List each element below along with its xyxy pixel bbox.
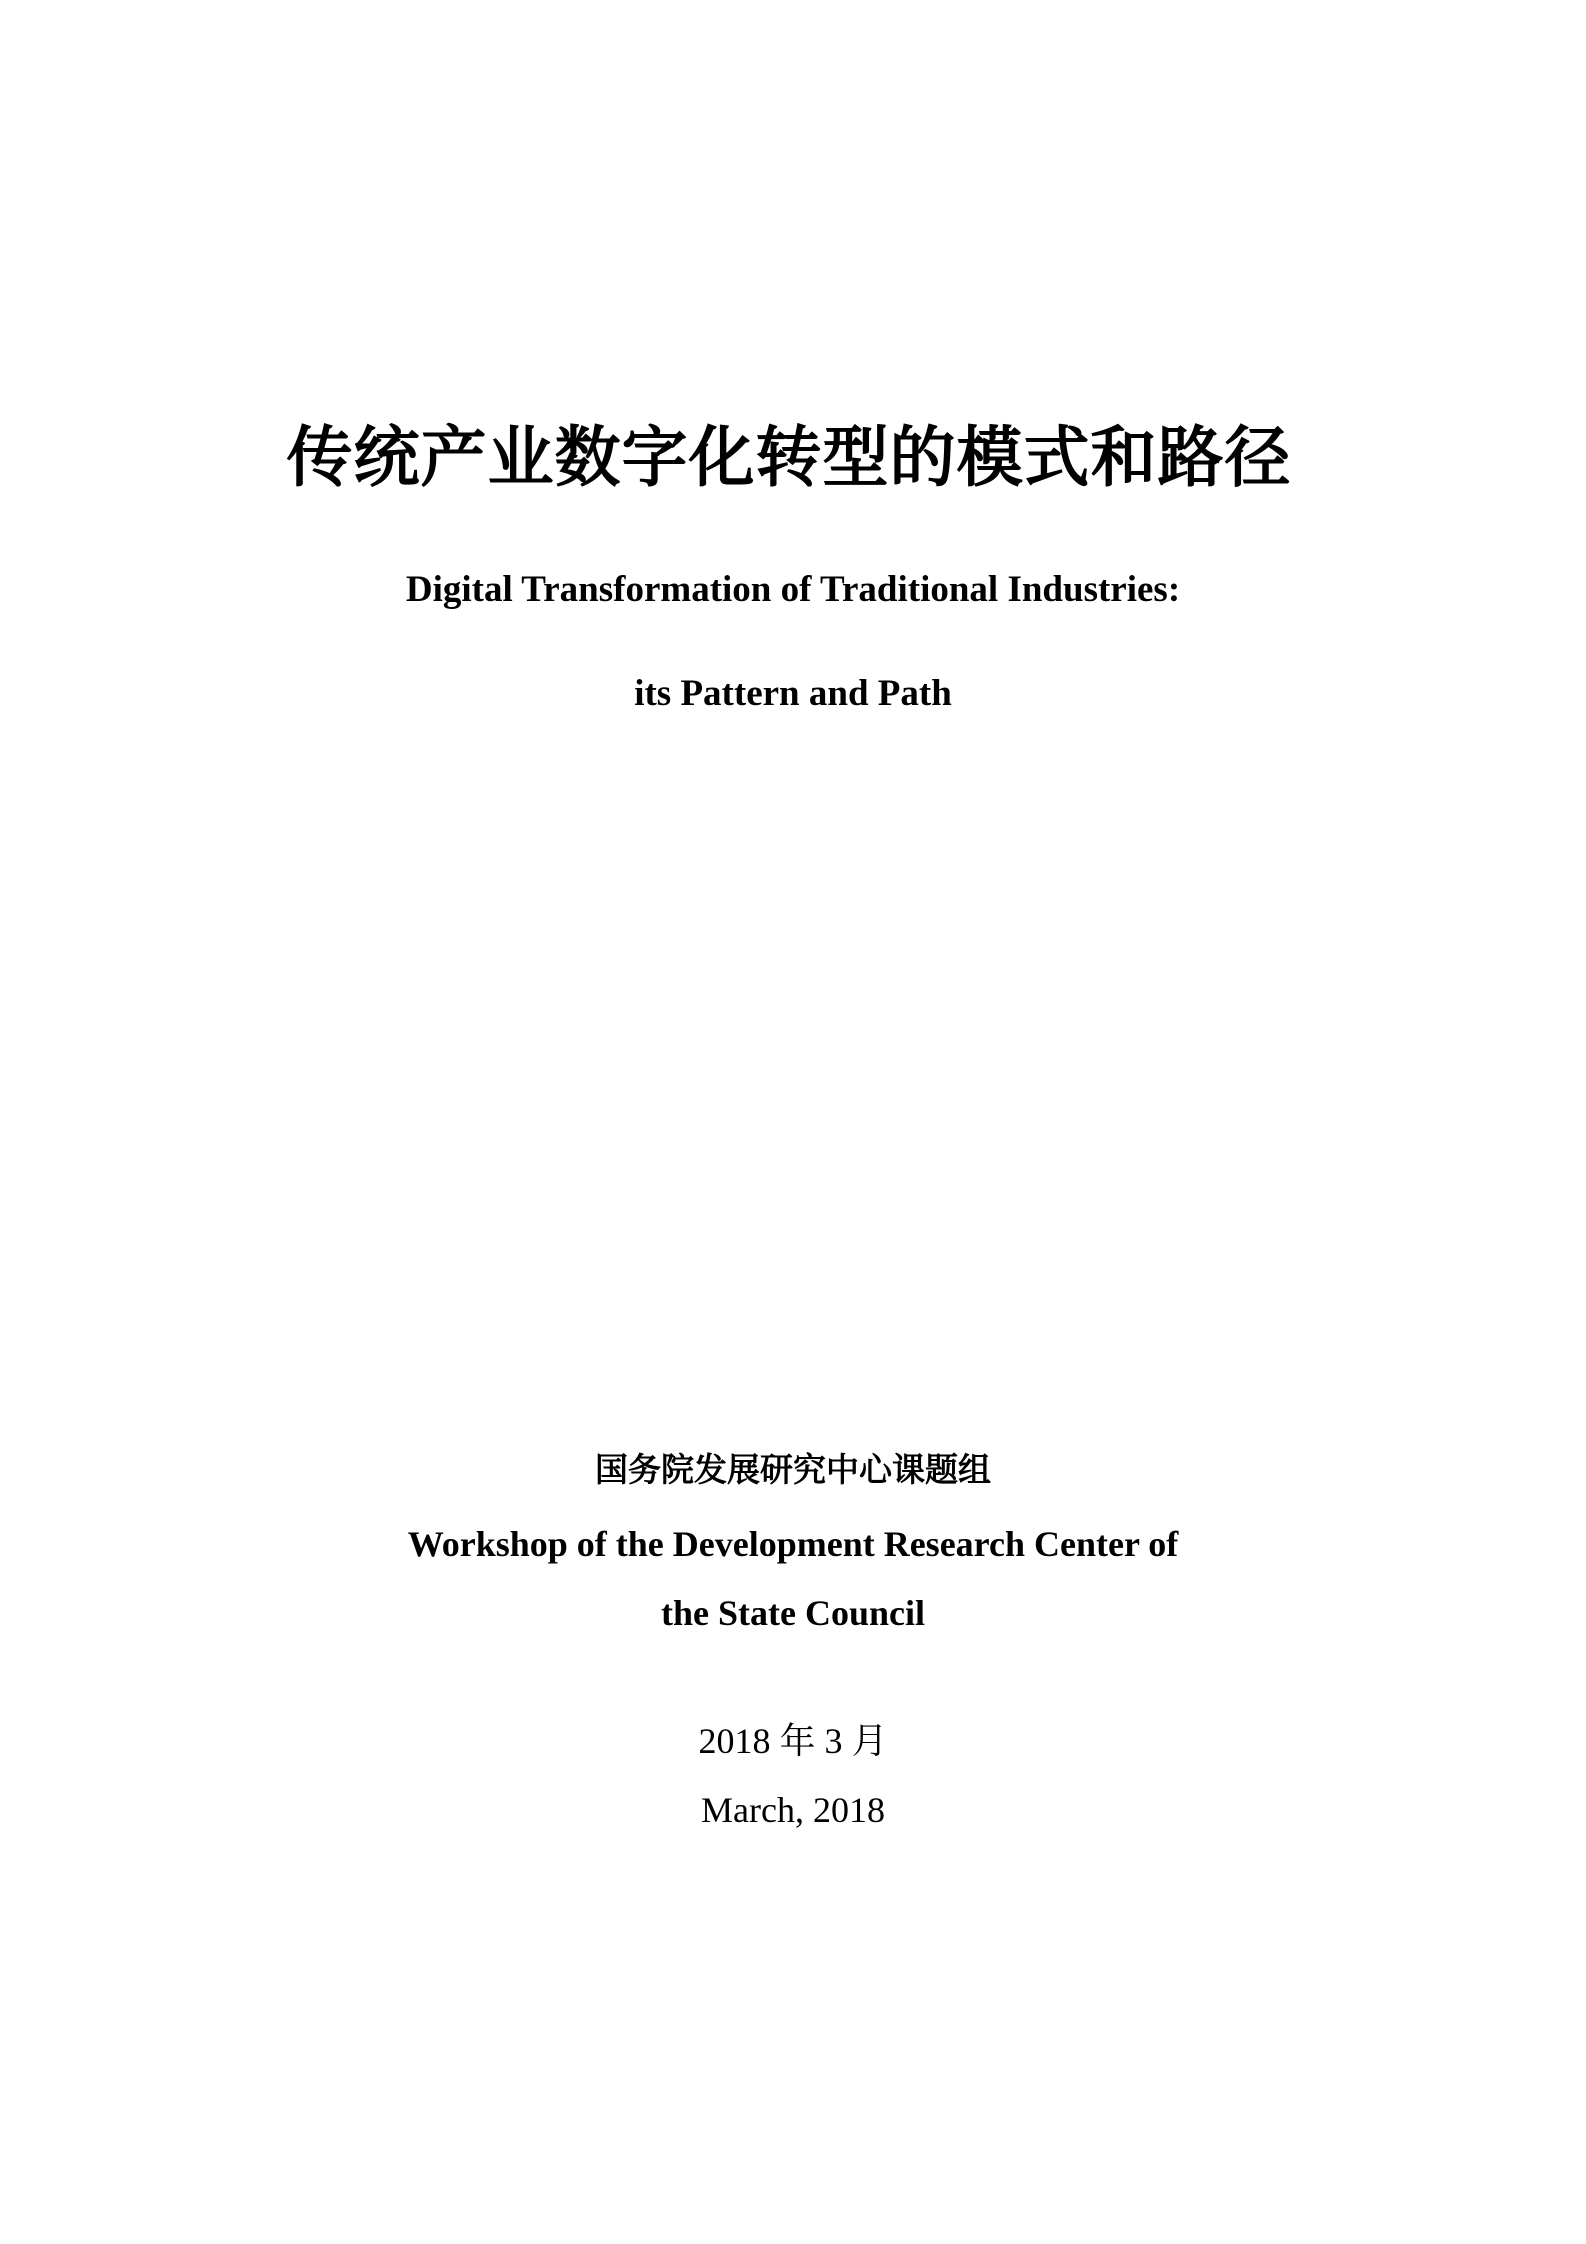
chinese-date: 2018 年 3 月	[698, 1721, 888, 1761]
english-organization-line-2: the State Council	[661, 1593, 925, 1633]
chinese-organization: 国务院发展研究中心课题组	[595, 1450, 991, 1489]
english-title-line-1: Digital Transformation of Traditional Industries:	[405, 569, 1181, 610]
english-title-line-2: its Pattern and Path	[634, 673, 952, 714]
english-date: March, 2018	[701, 1790, 885, 1830]
english-organization-line-1: Workshop of the Development Research Center of	[407, 1524, 1179, 1564]
chinese-title: 传统产业数字化转型的模式和路径	[286, 419, 1292, 496]
